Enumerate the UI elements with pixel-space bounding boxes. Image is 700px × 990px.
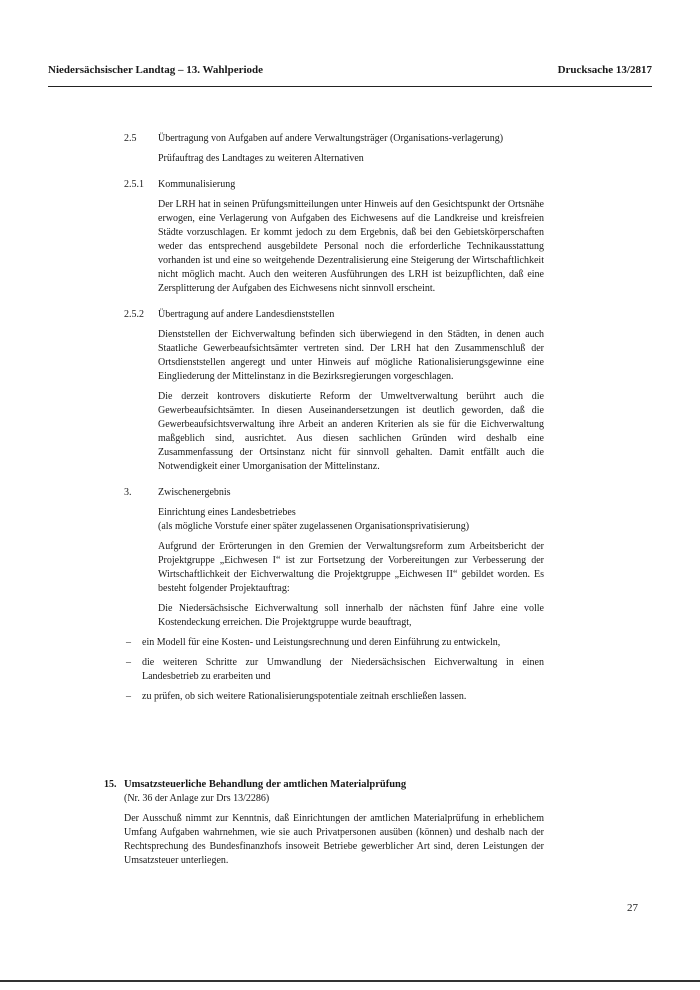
section-number: 2.5 (124, 133, 137, 144)
section-title: Zwischenergebnis (158, 487, 231, 498)
list-item (124, 690, 544, 704)
paragraph: Die derzeit kontrovers diskutierte Reform der Umweltverwaltung berührt auch die Gewerbeaufsichtsämter. In diesen Auseinandersetzungen ist deutlich geworden, daß die Gewerbeaufsichtsverwaltung ihre Arbeit an anderen Kriterien als sie für die Eichverwaltung maßgeblich sind, ausrichtet. Aus diesen sachlichen Gründen wird deshalb eine Zusammenfassung der Ortsinstanz nicht für sinnvoll gehalten. Damit entfällt auch die Notwendigkeit einer Umorganisation der Mittelinstanz. (158, 391, 544, 472)
header-title: Niedersächsischer Landtag – 13. Wahlperiode (48, 64, 264, 76)
list-item-text: ein Modell für eine Kosten- und Leistungsrechnung und deren Einführung zu entwickeln, (142, 637, 501, 648)
section-number: 2.5.2 (124, 309, 144, 320)
section-number: 2.5.1 (124, 179, 144, 190)
section-subheading (124, 506, 544, 534)
section-title: Übertragung von Aufgaben auf andere Verwaltungsträger (Organisations-verlagerung) (158, 133, 504, 144)
dash-bullet: – (126, 691, 131, 702)
header-divider (48, 86, 652, 87)
subheading-line: (als mögliche Vorstufe einer später zugelassenen Organisationsprivatisierung) (158, 521, 470, 532)
subheading-line: Einrichtung eines Landesbetriebes (158, 507, 296, 518)
section-3 (124, 486, 544, 500)
section-subtitle: Prüfauftrag des Landtages zu weiteren Alternativen (158, 153, 364, 164)
paragraph: Die Niedersächsische Eichverwaltung soll innerhalb der nächsten fünf Jahre eine volle Kostendeckung erreichen. Die Projektgruppe wurde beauftragt, (158, 603, 544, 628)
section-reference: (Nr. 36 der Anlage zur Drs 13/2286) (124, 793, 270, 804)
list-item-text: die weiteren Schritte zur Umwandlung der Niedersächsischen Eichverwaltung in einen Landesbetrieb zu erarbeiten und (142, 657, 544, 682)
section-2-5-1 (124, 178, 544, 192)
list-item-text: zu prüfen, ob sich weitere Rationalisierungspotentiale zeitnah erschließen lassen. (142, 691, 467, 702)
section-title: Übertragung auf andere Landesdienststellen (158, 309, 335, 320)
page-number: 27 (627, 902, 638, 914)
section-15 (104, 778, 544, 874)
paragraph: Der LRH hat in seinen Prüfungsmitteilungen unter Hinweis auf den Gesichtspunkt der Ortsnähe erwogen, eine Verlagerung von Aufgaben des Eichwesens auf die Landkreise und kreisfreien Städte vorzuschlagen. Er kommt jedoch zu dem Ergebnis, daß bei den Gebietskörperschaften weder das entsprechend ausgebildete Personal noch die erforderliche Technikausstattung vorhanden ist und eine so weitgehende Dezentralisierung eine Steigerung der Wirtschaftlichkeit nicht möglich macht. Auch den weiteren Ausführungen des LRH ist beizupflichten, daß eine Zersplitterung der Aufgaben des Eichwesens nicht sinnvoll erscheint. (158, 199, 544, 294)
dash-bullet: – (126, 637, 131, 648)
section-title: Kommunalisierung (158, 179, 236, 190)
section-number: 3. (124, 487, 132, 498)
main-content (124, 132, 544, 710)
list-item (124, 656, 544, 684)
section-2-5-2 (124, 308, 544, 322)
paragraph: Aufgrund der Erörterungen in den Gremien der Verwaltungsreform zum Arbeitsbericht der Projektgruppe „Eichwesen I“ ist zur Fortsetzung der Vorbereitungen zur Verbesserung der Wirtschaftlichkeit der Eichverwaltung die Projektgruppe „Eichwesen II“ gebildet worden. Es besteht folgender Projektauftrag: (158, 541, 544, 594)
section-number: 15. (104, 779, 117, 790)
page-header (48, 64, 652, 80)
dash-bullet: – (126, 657, 131, 668)
task-list (124, 636, 544, 704)
section-2-5 (124, 132, 544, 146)
footer-divider (0, 980, 700, 982)
section-title: Umsatzsteuerliche Behandlung der amtlichen Materialprüfung (124, 779, 407, 790)
paragraph: Der Ausschuß nimmt zur Kenntnis, daß Einrichtungen der amtlichen Materialprüfung in erheblichem Umfang Aufgaben wahrnehmen, wie sie auch Privatpersonen ausüben (können) und deshalb nach der Rechtsprechung des Bundesfinanzhofs insoweit Betriebe gewerblicher Art sind, deren Leistungen der Umsatzsteuer unterliegen. (124, 813, 544, 866)
document-number: Drucksache 13/2817 (557, 64, 652, 76)
paragraph: Dienststellen der Eichverwaltung befinden sich überwiegend in den Städten, in denen auch Staatliche Gewerbeaufsichtsämter vertreten sind. Der LRH hat den Zusammenschluß der Ortsdienststellen angeregt und unter Hinweis auf mögliche Rationalisierungsgewinne eine Eingliederung der Mittelinstanz in die Bezirksregierungen vorgeschlagen. (158, 329, 544, 382)
list-item (124, 636, 544, 650)
